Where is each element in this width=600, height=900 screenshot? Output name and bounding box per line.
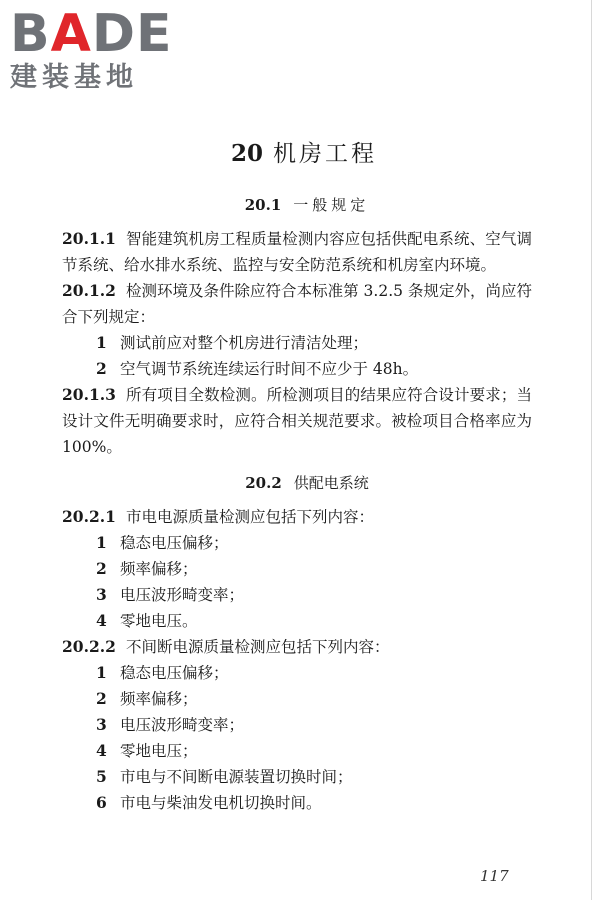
list-item bbox=[62, 530, 532, 556]
section-name: 一般规定 bbox=[293, 196, 370, 214]
item-number: 1 bbox=[96, 333, 107, 352]
clause-20-1-3 bbox=[62, 382, 532, 460]
chapter-name: 机房工程 bbox=[273, 141, 377, 167]
clause-text: 不间断电源质量检测应包括下列内容： bbox=[125, 638, 390, 656]
list-item bbox=[62, 738, 532, 764]
item-number: 4 bbox=[96, 611, 107, 630]
section-title-20-1 bbox=[82, 192, 532, 218]
item-text: 市电与不间断电源装置切换时间； bbox=[120, 768, 353, 786]
clause-text: 市电电源质量检测应包括下列内容： bbox=[125, 508, 374, 526]
list-item bbox=[62, 582, 532, 608]
clause-number: 20.2.1 bbox=[62, 507, 116, 526]
item-number: 2 bbox=[96, 559, 107, 578]
clause-number: 20.1.2 bbox=[62, 281, 116, 300]
list-item bbox=[62, 790, 532, 816]
list-item bbox=[62, 764, 532, 790]
bade-logo bbox=[10, 4, 180, 98]
page-edge bbox=[591, 0, 592, 900]
section-title-20-2 bbox=[82, 470, 532, 496]
list-item bbox=[62, 660, 532, 686]
item-text: 电压波形畸变率； bbox=[120, 586, 245, 604]
clause-20-1-1 bbox=[62, 226, 532, 278]
clause-number: 20.1.1 bbox=[62, 229, 116, 248]
chapter-title bbox=[76, 138, 532, 172]
item-number: 2 bbox=[96, 359, 107, 378]
page-number: 117 bbox=[480, 867, 509, 885]
list-item bbox=[62, 330, 532, 356]
section-number: 20.1 bbox=[244, 196, 282, 214]
list-item bbox=[62, 712, 532, 738]
logo-letters-de: DE bbox=[91, 4, 173, 64]
item-number: 3 bbox=[96, 585, 107, 604]
item-number: 4 bbox=[96, 741, 107, 760]
chapter-number: 20 bbox=[230, 140, 263, 167]
list-item bbox=[62, 556, 532, 582]
item-text: 频率偏移； bbox=[120, 560, 198, 578]
page-content bbox=[62, 138, 532, 816]
list-item bbox=[62, 356, 532, 382]
item-number: 5 bbox=[96, 767, 107, 786]
item-text: 电压波形畸变率； bbox=[120, 716, 245, 734]
section-number: 20.2 bbox=[245, 474, 282, 492]
logo-letter-b: B bbox=[10, 4, 51, 64]
clause-number: 20.2.2 bbox=[62, 637, 116, 656]
item-text: 测试前应对整个机房进行清洁处理； bbox=[120, 334, 369, 352]
clause-number: 20.1.3 bbox=[62, 385, 116, 404]
logo-letter-a: A bbox=[50, 4, 92, 64]
item-text: 频率偏移； bbox=[120, 690, 198, 708]
clause-text: 检测环境及条件除应符合本标准第 3.2.5 条规定外，尚应符合下列规定： bbox=[62, 282, 532, 326]
item-text: 空气调节系统连续运行时间不应少于 48h。 bbox=[120, 360, 419, 378]
item-number: 2 bbox=[96, 689, 107, 708]
item-number: 6 bbox=[96, 793, 107, 812]
item-text: 零地电压； bbox=[120, 742, 198, 760]
item-text: 市电与柴油发电机切换时间。 bbox=[120, 794, 322, 812]
list-item bbox=[62, 686, 532, 712]
item-text: 零地电压。 bbox=[120, 612, 198, 630]
item-number: 1 bbox=[96, 663, 107, 682]
list-item bbox=[62, 608, 532, 634]
clause-20-2-2 bbox=[62, 634, 532, 660]
clause-20-2-1 bbox=[62, 504, 532, 530]
item-number: 3 bbox=[96, 715, 107, 734]
item-text: 稳态电压偏移； bbox=[120, 534, 229, 552]
item-text: 稳态电压偏移； bbox=[120, 664, 229, 682]
clause-text: 智能建筑机房工程质量检测内容应包括供配电系统、空气调节系统、给水排水系统、监控与安全防范系统和机房室内环境。 bbox=[62, 230, 532, 274]
clause-20-1-2 bbox=[62, 278, 532, 330]
logo-subtitle: 建装基地 bbox=[10, 62, 138, 93]
clause-text: 所有项目全数检测。所检测项目的结果应符合设计要求；当设计文件无明确要求时，应符合相关规范要求。被检项目合格率应为 100%。 bbox=[62, 386, 532, 456]
section-name: 供配电系统 bbox=[293, 474, 369, 492]
logo-wordmark bbox=[10, 4, 180, 64]
item-number: 1 bbox=[96, 533, 107, 552]
